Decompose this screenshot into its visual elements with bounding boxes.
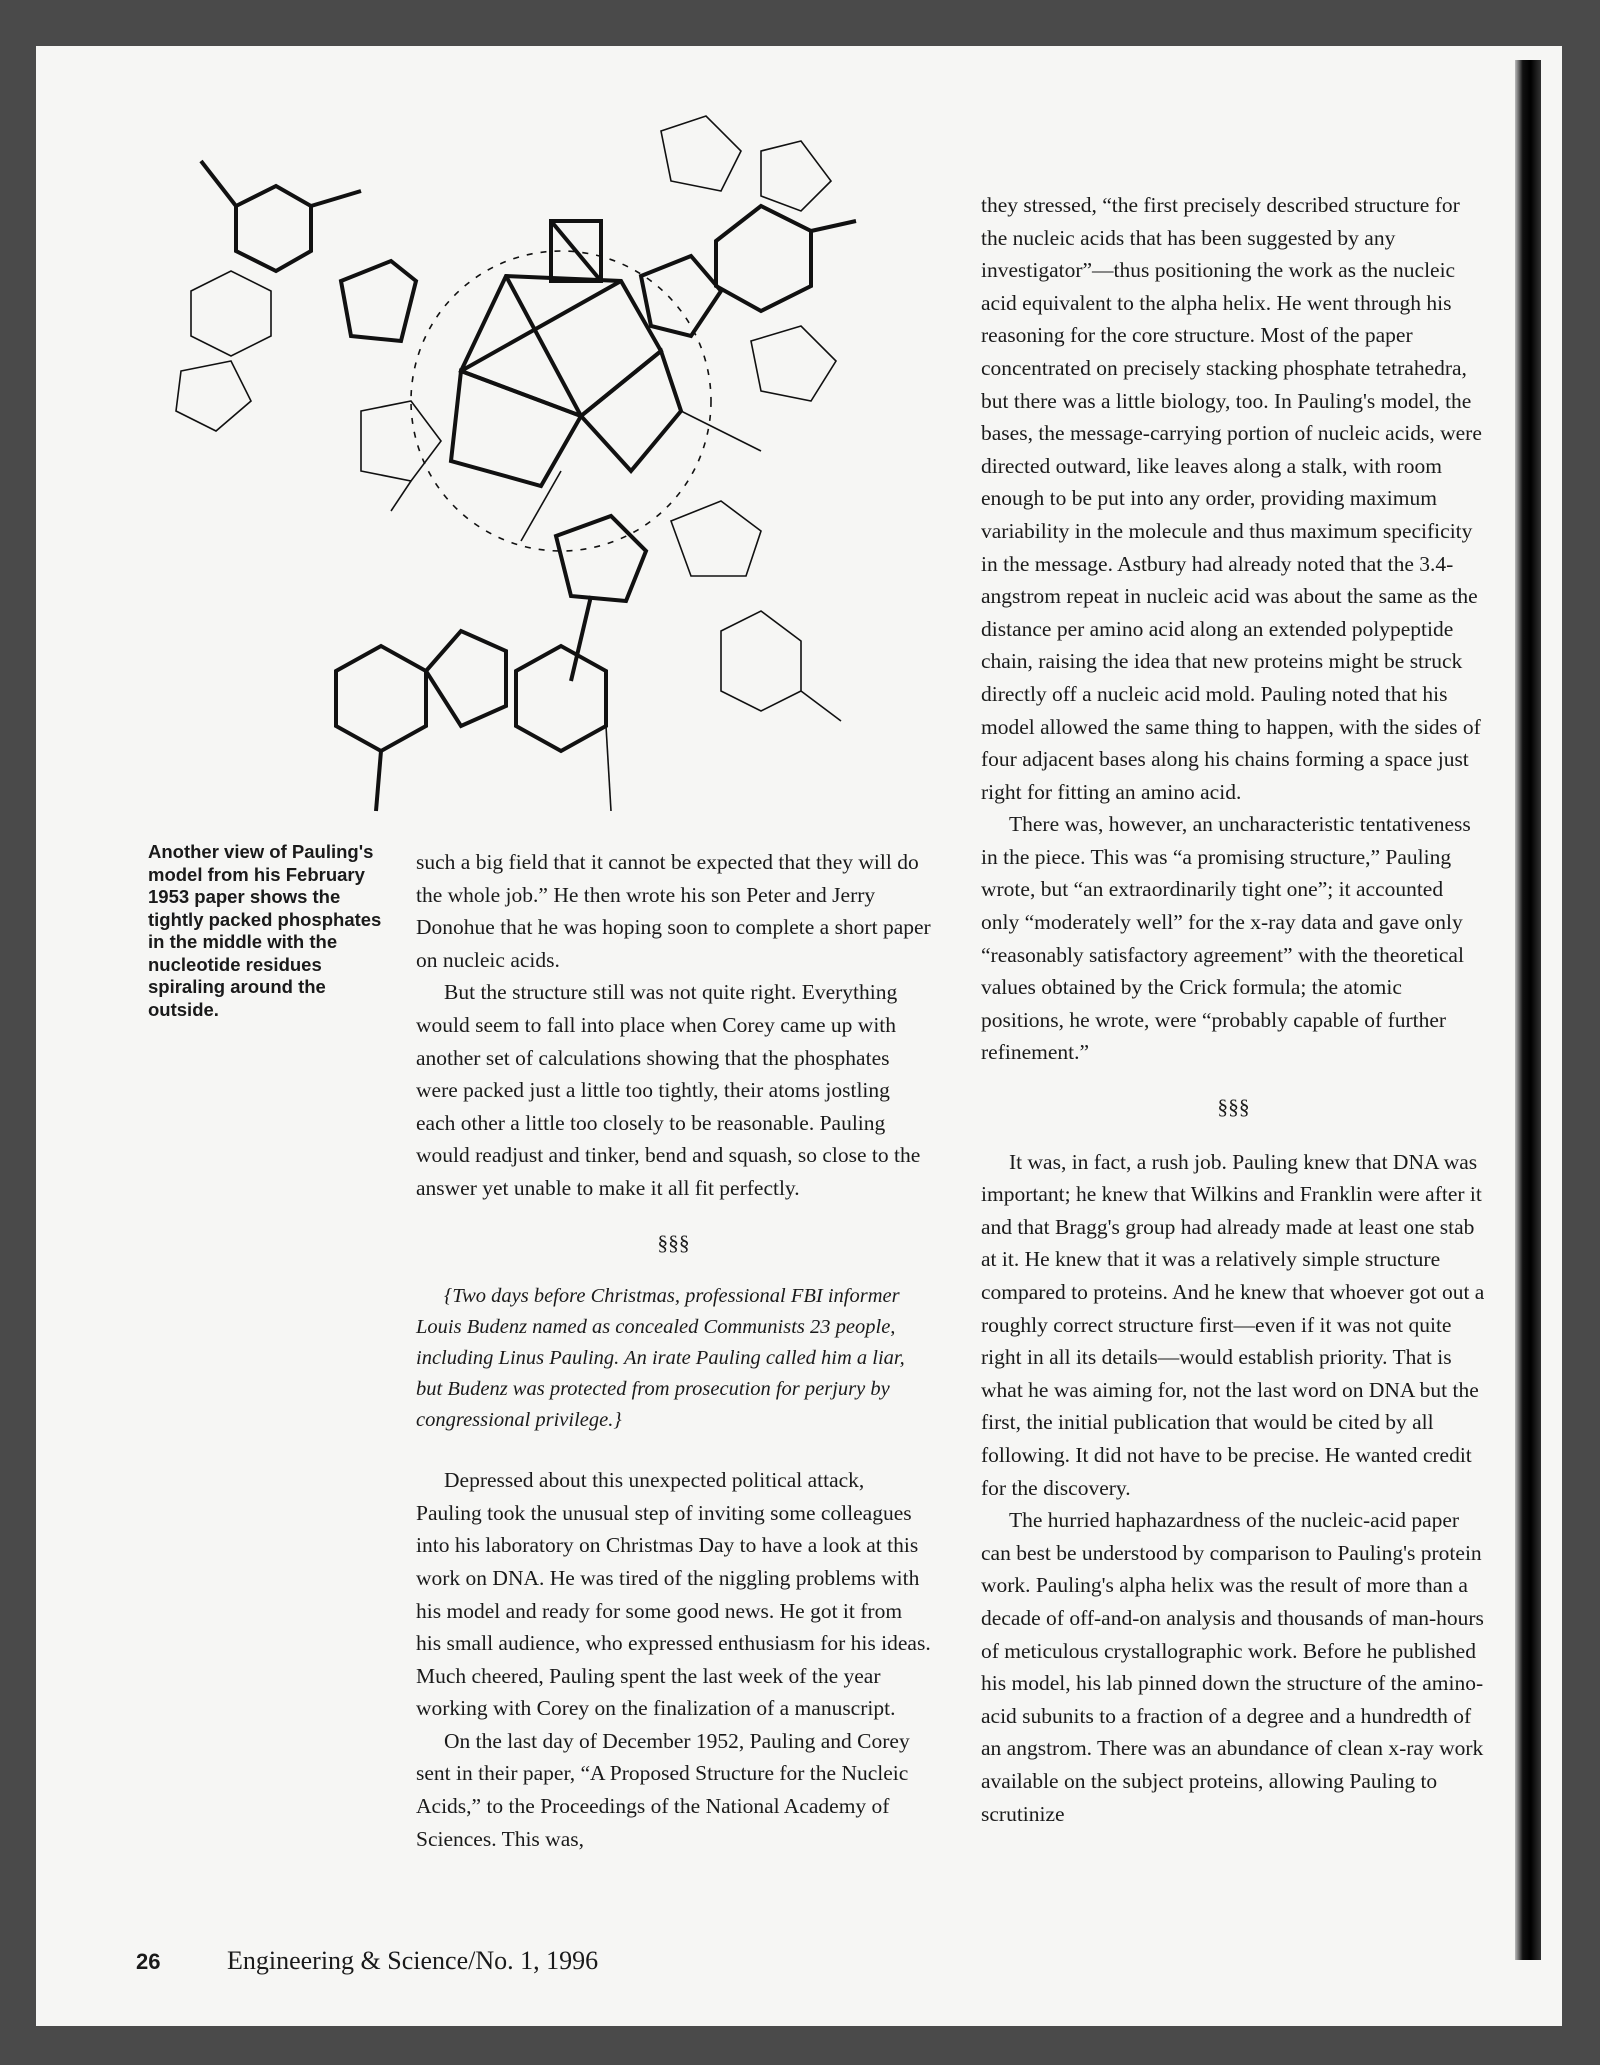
paragraph: they stressed, “the first precisely described structure for the nucleic acids that has been suggested by any investigator”—thus positioning the work as the nucleic acid equivalent to the alpha helix. He went through his reasoning for the core structure. Most of the paper concentrated on precisely stacking phosphate tetrahedra, but there was a little biology, too. In Pauling's model, the bases, the message-carrying portion of nucleic acids, were directed outward, like leaves along a stalk, with room enough to be put into any order, providing maximum variability in the molecule and thus maximum specificity in the message. Astbury had already noted that the 3.4-angstrom repeat in nucleic acid was about the same as the distance per amino acid along an extended polypeptide chain, raising the idea that new proteins might be struck directly off a nucleic acid mold. Pauling noted that his model allowed the same thing to happen, with the sides of four adjacent bases along his chains forming a space just right for fitting an amino acid. — [981, 193, 1482, 804]
italic-aside: {Two days before Christmas, professional FBI informer Louis Budenz named as concealed Communists 23 people, including Linus Pauling. An irate Pauling called him a liar, but Budenz was protected from prosecution for perjury by congressional privilege.} — [416, 1285, 905, 1432]
paragraph: The hurried haphazardness of the nucleic-acid paper can best be understood by comparison to Pauling's protein work. Pauling's alpha helix was the result of more than a decade of off-and-on analysis and thousands of man-hours of meticulous crystallographic work. Before he published his model, his lab pinned down the structure of the amino-acid subunits to a fraction of a degree and a hundredth of an angstrom. There was an abundance of clean x-ray work available on the subject proteins, allowing Pauling to scrutinize — [981, 1508, 1484, 1826]
paragraph: It was, in fact, a rush job. Pauling knew that DNA was important; he knew that Wilkins and Franklin were after it and that Bragg's group had already made at least one stab at it. He knew that it was a relatively simple structure compared to proteins. And he knew that whoever got out a roughly correct structure first—even if it was not quite right in all its details—would establish priority. That is what he was aiming for, not the last word on DNA but the first, the initial publication that would be cited by all following. It did not have to be precise. He wanted credit for the discovery. — [981, 1149, 1485, 1500]
paragraph: But the structure still was not quite right. Everything would seem to fall into place when Corey came up with another set of calculations showing that the phosphates were packed just a little too tightly, their atoms jostling each other a little too closely to be reasonable. Pauling would readjust and tinker, bend and squash, so close to the answer yet unable to make it all fit perfectly. — [416, 980, 921, 1200]
section-break: §§§ — [1217, 1095, 1250, 1120]
scan-edge-shadow — [1515, 60, 1541, 1960]
right-column — [981, 189, 1486, 1830]
magazine-page — [36, 46, 1562, 2026]
publication-title: Engineering & Science/No. 1, 1996 — [226, 1946, 599, 1975]
molecular-model-figure — [161, 111, 961, 831]
middle-column — [416, 846, 931, 1855]
paragraph: There was, however, an uncharacteristic tentativeness in the piece. This was “a promising structure,” Pauling wrote, but “an extraordinarily tight one”; it accounted only “moderately well” for the x-ray data and gave only “reasonably satisfactory agreement” with the theoretical values obtained by the Crick formula; the atomic positions, he wrote, were “probably capable of further refinement.” — [981, 812, 1471, 1065]
section-break: §§§ — [657, 1230, 690, 1255]
paragraph: On the last day of December 1952, Pauling and Corey sent in their paper, “A Proposed Structure for the Nucleic Acids,” to the Proceedings of the National Academy of Sciences. This was, — [416, 1728, 910, 1851]
paragraph: such a big field that it cannot be expected that they will do the whole job.” He then wrote his son Peter and Jerry Donohue that he was hoping soon to complete a short paper on nucleic acids. — [416, 850, 931, 972]
page-footer — [136, 1946, 598, 1976]
figure-caption: Another view of Pauling's model from his February 1953 paper shows the tightly packed phosphates in the middle with the nucleotide residues spiraling around the outside. — [148, 841, 382, 1020]
page-number: 26 — [136, 1949, 161, 1974]
paragraph: Depressed about this unexpected political attack, Pauling took the unusual step of inviting some colleagues into his laboratory on Christmas Day to have a look at this work on DNA. He was tired of the niggling problems with his model and ready for some good news. He got it from his small audience, who expressed enthusiasm for his ideas. Much cheered, Pauling spent the last week of the year working with Corey on the finalization of a manuscript. — [416, 1468, 931, 1721]
